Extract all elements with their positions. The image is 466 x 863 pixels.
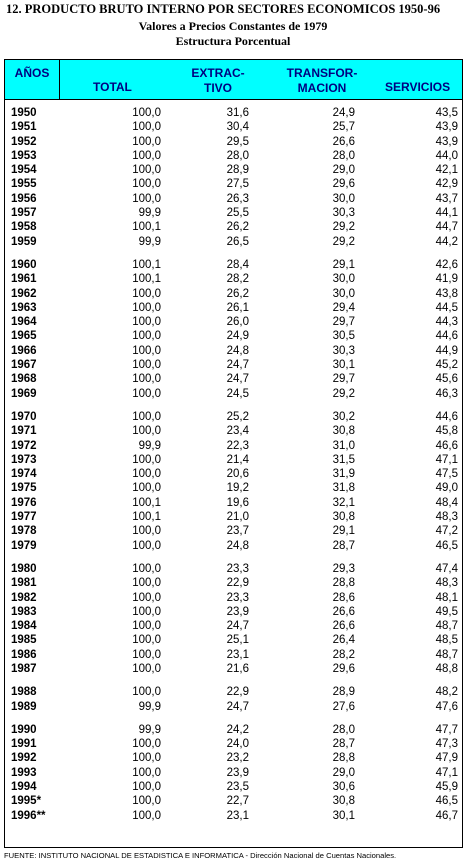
cell-servicios: 47,1: [435, 766, 458, 779]
cell-servicios: 44,3: [435, 316, 458, 329]
cell-servicios: 44,2: [435, 235, 458, 248]
cell-transformacion: 29,6: [332, 662, 355, 675]
cell-year: 1957: [11, 207, 37, 220]
cell-year: 1990: [11, 723, 37, 736]
cell-transformacion: 30,8: [332, 511, 355, 524]
cell-transformacion: 30,0: [332, 192, 355, 205]
cell-transformacion: 29,4: [332, 301, 355, 314]
cell-extractivo: 24,9: [226, 330, 249, 343]
table-row: [5, 315, 462, 329]
cell-extractivo: 25,2: [226, 410, 249, 423]
cell-servicios: 48,1: [435, 591, 458, 604]
cell-servicios: 46,5: [435, 539, 458, 552]
cell-total: 100,0: [132, 738, 161, 751]
cell-extractivo: 26,3: [226, 192, 249, 205]
table-row: [5, 301, 462, 315]
cell-year: 1967: [11, 359, 37, 372]
table-row: [5, 135, 462, 149]
cell-servicios: 44,7: [435, 221, 458, 234]
table-row: [5, 633, 462, 647]
cell-year: 1951: [11, 121, 37, 134]
cell-transformacion: 28,6: [332, 591, 355, 604]
cell-total: 100,0: [132, 766, 161, 779]
cell-total: 100,0: [132, 149, 161, 162]
cell-servicios: 44,9: [435, 344, 458, 357]
cell-year: 1986: [11, 648, 37, 661]
cell-extractivo: 26,2: [226, 221, 249, 234]
cell-servicios: 47,5: [435, 468, 458, 481]
cell-extractivo: 23,9: [226, 766, 249, 779]
cell-extractivo: 22,7: [226, 795, 249, 808]
table-row: [5, 453, 462, 467]
cell-servicios: 48,5: [435, 634, 458, 647]
data-table: [4, 59, 463, 848]
cell-servicios: 44,6: [435, 330, 458, 343]
cell-extractivo: 23,9: [226, 605, 249, 618]
table-row: [5, 258, 462, 272]
cell-total: 100,0: [132, 359, 161, 372]
cell-total: 100,0: [132, 781, 161, 794]
table-row: [5, 605, 462, 619]
cell-year: 1958: [11, 221, 37, 234]
cell-extractivo: 26,5: [226, 235, 249, 248]
table-row: [5, 766, 462, 780]
cell-total: 100,0: [132, 809, 161, 822]
cell-total: 100,0: [132, 178, 161, 191]
cell-year: 1961: [11, 273, 37, 286]
cell-transformacion: 31,9: [332, 468, 355, 481]
table-row: [5, 372, 462, 386]
table-body: [5, 106, 462, 823]
table-row: [5, 235, 462, 249]
cell-transformacion: 29,7: [332, 316, 355, 329]
cell-transformacion: 29,0: [332, 164, 355, 177]
header-anos: AÑOS: [5, 66, 60, 99]
cell-total: 100,1: [132, 258, 161, 271]
cell-extractivo: 24,7: [226, 359, 249, 372]
table-row: [5, 272, 462, 286]
cell-extractivo: 19,6: [226, 496, 249, 509]
table-row: [5, 723, 462, 737]
cell-servicios: 45,8: [435, 425, 458, 438]
cell-year: 1960: [11, 258, 37, 271]
table-row: [5, 220, 462, 234]
cell-transformacion: 30,5: [332, 330, 355, 343]
cell-total: 99,9: [138, 700, 161, 713]
table-row: [5, 539, 462, 553]
cell-total: 100,1: [132, 221, 161, 234]
cell-transformacion: 27,6: [332, 700, 355, 713]
cell-transformacion: 29,7: [332, 373, 355, 386]
header-extractivo-line2: TIVO: [203, 81, 232, 95]
cell-servicios: 45,6: [435, 373, 458, 386]
cell-total: 100,0: [132, 662, 161, 675]
cell-total: 100,0: [132, 192, 161, 205]
cell-servicios: 43,8: [435, 287, 458, 300]
cell-year: 1970: [11, 410, 37, 423]
cell-extractivo: 23,1: [226, 648, 249, 661]
table-row: [5, 410, 462, 424]
cell-year: 1962: [11, 287, 37, 300]
cell-year: 1980: [11, 562, 37, 575]
cell-transformacion: 29,2: [332, 387, 355, 400]
cell-extractivo: 24,7: [226, 620, 249, 633]
table-row: [5, 524, 462, 538]
table-row: [5, 329, 462, 343]
cell-year: 1984: [11, 620, 37, 633]
cell-year: 1993: [11, 766, 37, 779]
cell-year: 1968: [11, 373, 37, 386]
cell-extractivo: 31,6: [226, 107, 249, 119]
cell-transformacion: 30,1: [332, 809, 355, 822]
table-row: [5, 120, 462, 134]
cell-extractivo: 24,2: [226, 723, 249, 736]
cell-total: 100,0: [132, 577, 161, 590]
cell-servicios: 43,9: [435, 135, 458, 148]
cell-total: 100,0: [132, 591, 161, 604]
cell-extractivo: 22,3: [226, 439, 249, 452]
cell-servicios: 47,4: [435, 562, 458, 575]
cell-total: 100,0: [132, 425, 161, 438]
cell-year: 1973: [11, 453, 37, 466]
cell-total: 100,0: [132, 344, 161, 357]
cell-total: 100,0: [132, 634, 161, 647]
cell-year: 1975: [11, 482, 37, 495]
page-title: 12. PRODUCTO BRUTO INTERNO POR SECTORES ECONOMICOS 1950-96: [6, 2, 441, 16]
header-transformacion-line2: MACION: [297, 81, 347, 95]
cell-transformacion: 30,2: [332, 410, 355, 423]
table-row: [5, 177, 462, 191]
cell-servicios: 42,1: [435, 164, 458, 177]
cell-total: 100,0: [132, 387, 161, 400]
cell-total: 99,9: [138, 439, 161, 452]
table-row: [5, 206, 462, 220]
cell-servicios: 44,1: [435, 207, 458, 220]
table-row: [5, 387, 462, 401]
cell-total: 100,0: [132, 648, 161, 661]
cell-year: 1954: [11, 164, 37, 177]
table-row: [5, 662, 462, 676]
cell-transformacion: 30,0: [332, 273, 355, 286]
cell-year: 1977: [11, 511, 37, 524]
table-row: [5, 106, 462, 120]
cell-year: 1992: [11, 752, 37, 765]
cell-transformacion: 28,0: [332, 723, 355, 736]
subtitle: Valores a Precios Constantes de 1979: [138, 19, 328, 33]
cell-extractivo: 25,5: [226, 207, 249, 220]
cell-total: 100,0: [132, 468, 161, 481]
cell-transformacion: 30,6: [332, 781, 355, 794]
cell-servicios: 43,9: [435, 121, 458, 134]
cell-year: 1991: [11, 738, 37, 751]
cell-total: 100,0: [132, 287, 161, 300]
cell-year: 1955: [11, 178, 37, 191]
cell-transformacion: 29,1: [332, 258, 355, 271]
cell-extractivo: 24,7: [226, 700, 249, 713]
cell-extractivo: 30,4: [226, 121, 249, 134]
cell-year: 1981: [11, 577, 37, 590]
cell-year: 1952: [11, 135, 37, 148]
cell-year: 1956: [11, 192, 37, 205]
cell-servicios: 42,9: [435, 178, 458, 191]
cell-transformacion: 28,0: [332, 149, 355, 162]
cell-extractivo: 21,0: [226, 511, 249, 524]
cell-transformacion: 31,0: [332, 439, 355, 452]
cell-transformacion: 28,9: [332, 686, 355, 699]
cell-year: 1964: [11, 316, 37, 329]
cell-total: 100,0: [132, 482, 161, 495]
cell-extractivo: 28,4: [226, 258, 249, 271]
table-row: [5, 467, 462, 481]
cell-total: 100,1: [132, 273, 161, 286]
cell-year: 1989: [11, 700, 37, 713]
cell-extractivo: 25,1: [226, 634, 249, 647]
cell-total: 100,0: [132, 410, 161, 423]
header-servicios: SERVICIOS: [385, 80, 451, 94]
cell-transformacion: 29,0: [332, 766, 355, 779]
cell-extractivo: 26,1: [226, 301, 249, 314]
cell-servicios: 45,9: [435, 781, 458, 794]
cell-servicios: 48,2: [435, 686, 458, 699]
cell-year: 1965: [11, 330, 37, 343]
cell-extractivo: 26,2: [226, 287, 249, 300]
cell-extractivo: 23,2: [226, 752, 249, 765]
cell-transformacion: 24,9: [332, 107, 355, 119]
cell-year: 1979: [11, 539, 37, 552]
cell-year: 1987: [11, 662, 37, 675]
cell-servicios: 48,3: [435, 577, 458, 590]
cell-total: 100,0: [132, 453, 161, 466]
table-row: [5, 751, 462, 765]
cell-extractivo: 24,8: [226, 539, 249, 552]
cell-transformacion: 29,6: [332, 178, 355, 191]
cell-total: 100,1: [132, 496, 161, 509]
cell-extractivo: 23,4: [226, 425, 249, 438]
cell-servicios: 49,5: [435, 605, 458, 618]
table-row: [5, 149, 462, 163]
cell-year: 1971: [11, 425, 37, 438]
cell-total: 100,0: [132, 539, 161, 552]
cell-servicios: 47,6: [435, 700, 458, 713]
cell-transformacion: 29,1: [332, 525, 355, 538]
cell-transformacion: 31,5: [332, 453, 355, 466]
cell-transformacion: 32,1: [332, 496, 355, 509]
cell-transformacion: 29,2: [332, 235, 355, 248]
table-row: [5, 510, 462, 524]
cell-servicios: 49,0: [435, 482, 458, 495]
cell-extractivo: 24,8: [226, 344, 249, 357]
cell-transformacion: 26,6: [332, 620, 355, 633]
cell-transformacion: 28,2: [332, 648, 355, 661]
cell-transformacion: 28,8: [332, 577, 355, 590]
cell-total: 100,0: [132, 620, 161, 633]
cell-servicios: 48,7: [435, 648, 458, 661]
cell-extractivo: 26,0: [226, 316, 249, 329]
cell-servicios: 46,7: [435, 809, 458, 822]
cell-year: 1969: [11, 387, 37, 400]
cell-extractivo: 27,5: [226, 178, 249, 191]
cell-total: 100,0: [132, 686, 161, 699]
cell-servicios: 47,9: [435, 752, 458, 765]
cell-year: 1985: [11, 634, 37, 647]
header-transformacion-line1: TRANSFOR-: [286, 66, 358, 80]
cell-transformacion: 31,8: [332, 482, 355, 495]
cell-total: 100,0: [132, 164, 161, 177]
header-extractivo-line1: EXTRAC-: [191, 66, 245, 80]
cell-extractivo: 23,3: [226, 562, 249, 575]
table-row: [5, 344, 462, 358]
cell-extractivo: 19,2: [226, 482, 249, 495]
cell-servicios: 44,5: [435, 301, 458, 314]
table-row: [5, 685, 462, 699]
cell-transformacion: 29,3: [332, 562, 355, 575]
table-row: [5, 496, 462, 510]
cell-transformacion: 30,1: [332, 359, 355, 372]
table-row: [5, 591, 462, 605]
cell-year: 1982: [11, 591, 37, 604]
cell-extractivo: 21,4: [226, 453, 249, 466]
cell-transformacion: 30,0: [332, 287, 355, 300]
cell-extractivo: 22,9: [226, 577, 249, 590]
cell-total: 100,0: [132, 795, 161, 808]
table-row: [5, 619, 462, 633]
table-row: [5, 794, 462, 808]
table-row: [5, 737, 462, 751]
cell-extractivo: 28,9: [226, 164, 249, 177]
cell-transformacion: 26,4: [332, 634, 355, 647]
header-transformacion: [286, 66, 358, 96]
cell-servicios: 48,4: [435, 496, 458, 509]
table-row: [5, 358, 462, 372]
cell-year: 1963: [11, 301, 37, 314]
table-row: [5, 780, 462, 794]
cell-year: 1974: [11, 468, 37, 481]
cell-transformacion: 30,8: [332, 795, 355, 808]
cell-transformacion: 28,7: [332, 539, 355, 552]
cell-transformacion: 26,6: [332, 135, 355, 148]
cell-transformacion: 25,7: [332, 121, 355, 134]
table-row: [5, 481, 462, 495]
cell-year: 1983: [11, 605, 37, 618]
cell-extractivo: 22,9: [226, 686, 249, 699]
cell-extractivo: 24,5: [226, 387, 249, 400]
cell-servicios: 43,7: [435, 192, 458, 205]
cell-transformacion: 30,3: [332, 207, 355, 220]
cell-servicios: 47,2: [435, 525, 458, 538]
cell-total: 99,9: [138, 207, 161, 220]
cell-servicios: 46,3: [435, 387, 458, 400]
cell-year: 1988: [11, 686, 37, 699]
cell-total: 100,0: [132, 752, 161, 765]
cell-year: 1996**: [11, 809, 46, 822]
cell-extractivo: 24,7: [226, 373, 249, 386]
subtitle-structure: Estructura Porcentual: [175, 34, 291, 48]
cell-servicios: 45,2: [435, 359, 458, 372]
cell-total: 100,0: [132, 562, 161, 575]
cell-total: 100,0: [132, 121, 161, 134]
cell-extractivo: 23,1: [226, 809, 249, 822]
cell-transformacion: 29,2: [332, 221, 355, 234]
cell-servicios: 42,6: [435, 258, 458, 271]
cell-transformacion: 28,8: [332, 752, 355, 765]
cell-total: 100,0: [132, 373, 161, 386]
cell-transformacion: 26,6: [332, 605, 355, 618]
cell-servicios: 48,8: [435, 662, 458, 675]
table-row: [5, 809, 462, 823]
cell-servicios: 46,5: [435, 795, 458, 808]
cell-year: 1966: [11, 344, 37, 357]
cell-year: 1953: [11, 149, 37, 162]
table-row: [5, 700, 462, 714]
cell-extractivo: 28,2: [226, 273, 249, 286]
cell-transformacion: 30,8: [332, 425, 355, 438]
cell-total: 99,9: [138, 723, 161, 736]
table-header: [5, 60, 462, 100]
cell-transformacion: 28,7: [332, 738, 355, 751]
cell-servicios: 47,3: [435, 738, 458, 751]
table-row: [5, 287, 462, 301]
cell-total: 100,0: [132, 605, 161, 618]
cell-year: 1950: [11, 107, 37, 119]
cell-servicios: 43,5: [435, 107, 458, 119]
table-row: [5, 424, 462, 438]
cell-extractivo: 29,5: [226, 135, 249, 148]
cell-total: 100,0: [132, 301, 161, 314]
cell-extractivo: 21,6: [226, 662, 249, 675]
cell-year: 1972: [11, 439, 37, 452]
cell-servicios: 48,7: [435, 620, 458, 633]
cell-year: 1959: [11, 235, 37, 248]
cell-extractivo: 24,0: [226, 738, 249, 751]
cell-extractivo: 23,7: [226, 525, 249, 538]
table-row: [5, 163, 462, 177]
cell-total: 100,0: [132, 316, 161, 329]
cell-servicios: 47,7: [435, 723, 458, 736]
cell-servicios: 47,1: [435, 453, 458, 466]
cell-year: 1995*: [11, 795, 42, 808]
cell-total: 100,0: [132, 135, 161, 148]
cell-extractivo: 23,5: [226, 781, 249, 794]
table-row: [5, 439, 462, 453]
cell-year: 1976: [11, 496, 37, 509]
cell-servicios: 48,3: [435, 511, 458, 524]
cell-servicios: 46,6: [435, 439, 458, 452]
cell-total: 100,0: [132, 525, 161, 538]
cell-extractivo: 28,0: [226, 149, 249, 162]
header-total: TOTAL: [93, 80, 132, 94]
cell-servicios: 41,9: [435, 273, 458, 286]
table-row: [5, 192, 462, 206]
cell-year: 1978: [11, 525, 37, 538]
cell-servicios: 44,0: [435, 149, 458, 162]
source-note: FUENTE: INSTITUTO NACIONAL DE ESTADISTICA E INFORMATICA - Dirección Nacional de Cuentas Nacionales.: [4, 851, 397, 860]
cell-year: 1994: [11, 781, 37, 794]
cell-total: 99,9: [138, 235, 161, 248]
cell-transformacion: 30,3: [332, 344, 355, 357]
cell-total: 100,0: [132, 107, 161, 119]
table-row: [5, 576, 462, 590]
table-row: [5, 562, 462, 576]
cell-extractivo: 20,6: [226, 468, 249, 481]
table-row: [5, 648, 462, 662]
header-extractivo: [190, 66, 246, 96]
cell-extractivo: 23,3: [226, 591, 249, 604]
cell-total: 100,1: [132, 511, 161, 524]
cell-total: 100,0: [132, 330, 161, 343]
cell-servicios: 44,6: [435, 410, 458, 423]
